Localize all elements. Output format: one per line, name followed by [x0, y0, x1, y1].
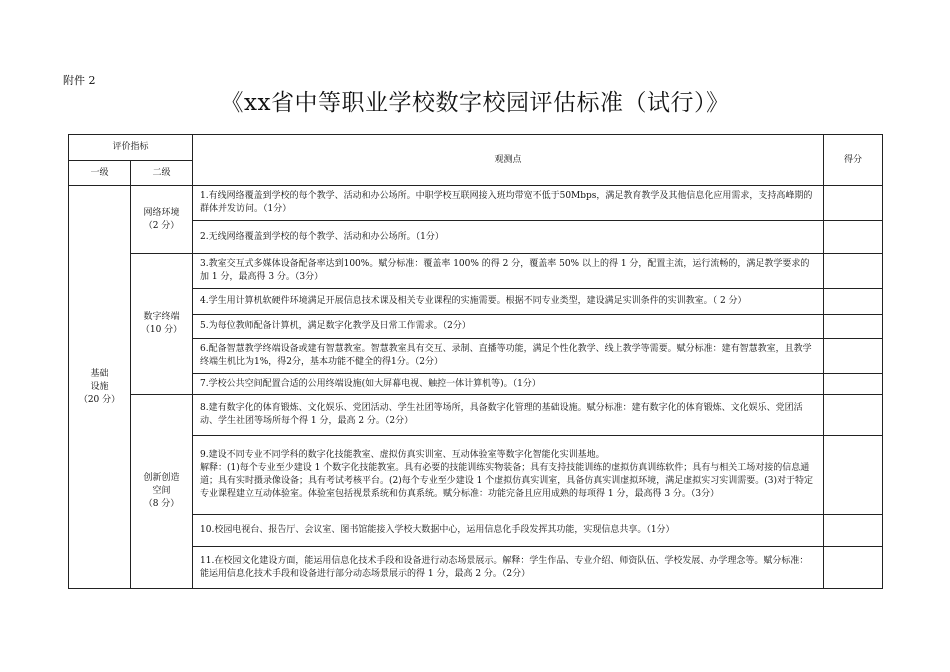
- level2-innovation-space: 创新创造 空间 （8 分）: [131, 395, 193, 589]
- header-score: 得分: [824, 135, 883, 186]
- observation-item: 10.校园电视台、报告厅、会议室、图书馆能接入学校大数据中心，运用信息化手段发挥其功能，实现信息共享。（1分）: [193, 515, 824, 547]
- table-row: [69, 186, 883, 221]
- score-cell[interactable]: [824, 374, 883, 395]
- score-cell[interactable]: [824, 436, 883, 515]
- score-cell[interactable]: [824, 315, 883, 339]
- score-cell[interactable]: [824, 221, 883, 254]
- table-header-row: [69, 135, 883, 161]
- level1-infrastructure: 基础 设施 （20 分）: [69, 186, 131, 589]
- level2-network: 网络环境 （2 分）: [131, 186, 193, 254]
- score-cell[interactable]: [824, 395, 883, 436]
- header-level2: 二级: [131, 161, 193, 186]
- score-cell[interactable]: [824, 254, 883, 289]
- observation-item: 5.为每位教师配备计算机，满足数字化教学及日常工作需求。（2分）: [193, 315, 824, 339]
- observation-item: 8.建有数字化的体育锻炼、文化娱乐、党团活动、学生社团等场所，具备数字化管理的基础设施。赋分标准：建有数字化的体育锻炼、文化娱乐、党团活动、学生社团等场所每个得 1 分，最高 2 分。（2分）: [193, 395, 824, 436]
- document-title: 《xx省中等职业学校数字校园评估标准（试行）》: [220, 90, 730, 116]
- score-cell[interactable]: [824, 186, 883, 221]
- observation-item: 9.建设不同专业不同学科的数字化技能教室、虚拟仿真实训室、互动体验室等数字化智能化实训基地。 解释：(1)每个专业至少建设 1 个数字化技能教室。具有必要的技能训练实物装备；具有支持技能训练的虚拟仿真训练软件；具有与相关工场对接的信息通道；具有实时摄录像设备；具有考试考核平台。(2)每个专业至少建设 1 个虚拟仿真实训室，具备仿真实训虚拟环境，满足虚拟实习实训需要。(3)对于特定专业课程建立互动体验室。体验室包括视景系统和仿真系统。赋分标准：功能完备且应用成熟的每项得 1 分，最高得 3 分。（3分）: [193, 436, 824, 515]
- score-cell[interactable]: [824, 339, 883, 374]
- observation-item: 11.在校园文化建设方面，能运用信息化技术手段和设备进行动态场景展示。解释：学生作品、专业介绍、师资队伍、学校发展、办学理念等。赋分标准：能运用信息化技术手段和设备进行部分动态场景展示的得 1 分，最高 2 分。（2分）: [193, 547, 824, 589]
- evaluation-standard-table: [68, 134, 883, 589]
- header-eval-indicator: 评价指标: [69, 135, 193, 161]
- observation-item: 1.有线网络覆盖到学校的每个教学、活动和办公场所。中职学校互联网接入班均带宽不低于50Mbps，满足教育教学及其他信息化应用需求，支持高峰期的群体并发访问。（1分）: [193, 186, 824, 221]
- score-cell[interactable]: [824, 547, 883, 589]
- observation-item: 7.学校公共空间配置合适的公用终端设施(如大屏幕电视、触控一体计算机等)。（1分）: [193, 374, 824, 395]
- attachment-label: 附件 2: [63, 74, 96, 87]
- level2-terminal: 数字终端 （10 分）: [131, 254, 193, 395]
- score-cell[interactable]: [824, 515, 883, 547]
- observation-item: 4.学生用计算机软硬件环境满足开展信息技术课及相关专业课程的实施需要。根据不同专业类型，建设满足实训条件的实训教室。（ 2 分）: [193, 289, 824, 315]
- observation-item: 2.无线网络覆盖到学校的每个教学、活动和办公场所。（1分）: [193, 221, 824, 254]
- table-row: [69, 254, 883, 289]
- observation-item: 6.配备智慧教学终端设备或建有智慧教室。智慧教室具有交互、录制、直播等功能，满足个性化教学、线上教学等需要。赋分标准：建有智慧教室，且教学终端生机比为1%，得2分，基本功能不健全的得1分。（2分）: [193, 339, 824, 374]
- header-level1: 一级: [69, 161, 131, 186]
- table-row: [69, 395, 883, 436]
- observation-item: 3.教室交互式多媒体设备配备率达到100%。赋分标准：覆盖率 100% 的得 2 分，覆盖率 50% 以上的得 1 分，配置主流，运行流畅的，满足教学要求的加 1 分，最高得 3 分。（3分）: [193, 254, 824, 289]
- score-cell[interactable]: [824, 289, 883, 315]
- header-observation: 观测点: [193, 135, 824, 186]
